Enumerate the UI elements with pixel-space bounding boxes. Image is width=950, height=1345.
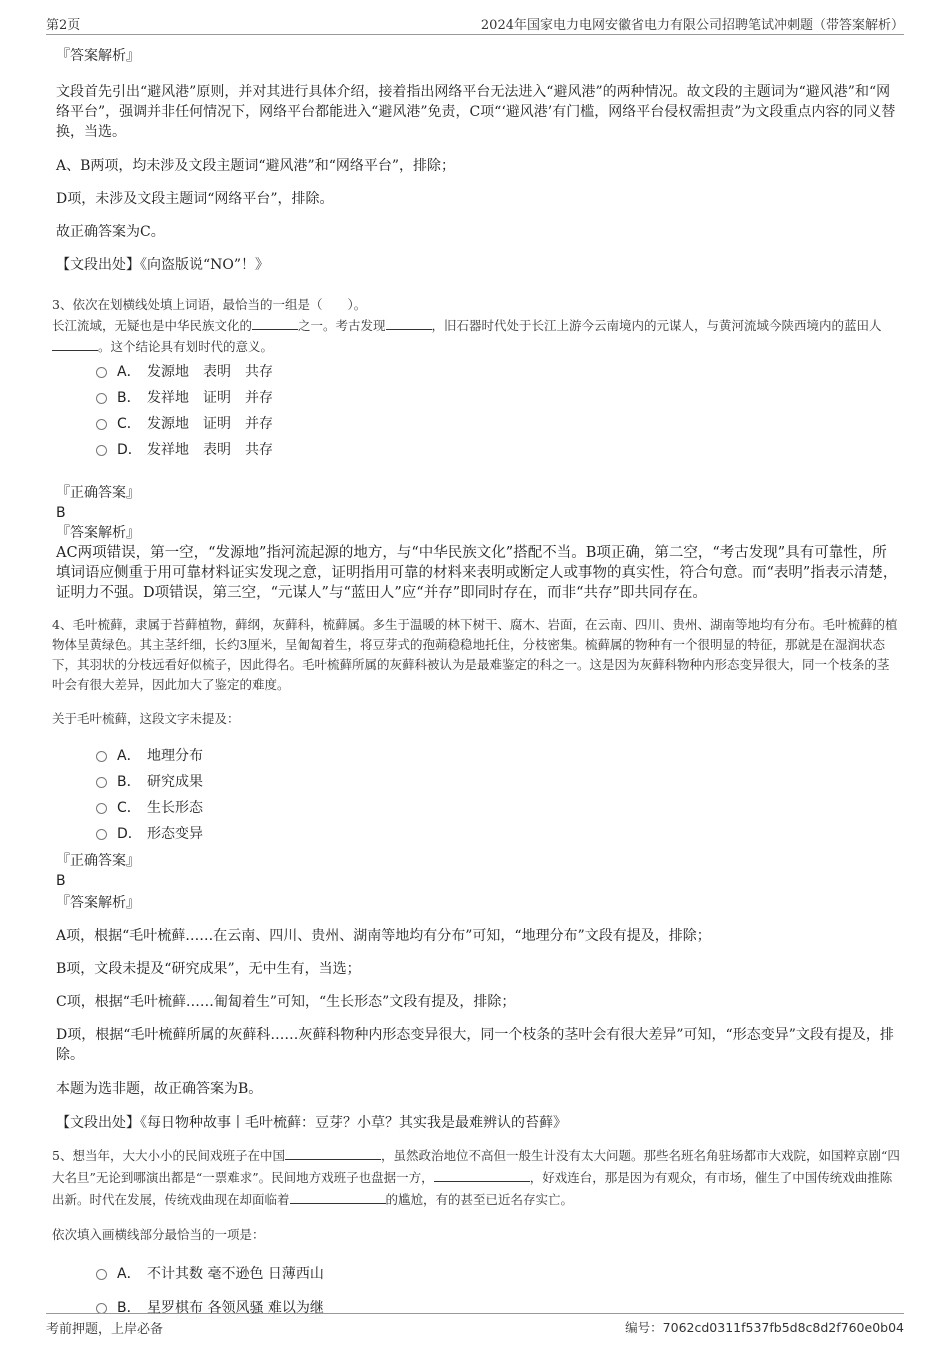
correct-answer: B xyxy=(56,505,66,521)
question-stem: 4、毛叶梳藓，隶属于苔藓植物，藓纲，灰藓科，梳藓属。多生于温暖的林下树干、腐木、岩面，在云南、四川、贵州、湖南等地均有分布。毛叶梳藓的植物体呈黄绿色。其主茎纤细，长约3厘米，呈匍匐着生，将豆芽式的孢蒴稳稳地托住，分枝密集。梳藓属的物种有一个很明显的特征，那就是在湿润状态下，其羽状的分枝远看好似梳子，因此得名。毛叶梳藓所属的灰藓科被认为是最难鉴定的科之一。这是因为灰藓科物种内形态变异很大，同一个枝条的茎叶会有很大差异，因此加大了鉴定的难度。 xyxy=(52,617,898,692)
question-stem: 3、依次在划横线处填上词语，最恰当的一组是（ ）。 xyxy=(52,297,367,312)
source-citation: 【文段出处】《向盗版说“NO”！》 xyxy=(56,257,270,273)
fill-blank xyxy=(52,336,98,351)
radio-icon[interactable] xyxy=(96,777,107,788)
option-a[interactable]: A． 发源地 表明 共存 xyxy=(96,359,900,385)
correct-answer: B xyxy=(56,873,66,889)
option-b[interactable]: B． 研究成果 xyxy=(96,769,900,795)
radio-icon[interactable] xyxy=(96,1303,107,1314)
fill-blank xyxy=(386,315,432,330)
option-b[interactable]: B． 星罗棋布 各领风骚 难以为继 xyxy=(96,1291,900,1325)
answer-label: 『正确答案』 xyxy=(56,853,140,869)
radio-icon[interactable] xyxy=(96,445,107,456)
analysis-paragraph: D项，未涉及文段主题词“网络平台”，排除。 xyxy=(56,191,334,207)
document-body xyxy=(52,44,900,1325)
radio-icon[interactable] xyxy=(96,751,107,762)
fill-blank xyxy=(252,315,298,330)
fill-blank xyxy=(285,1145,381,1160)
question-stem: 5、想当年，大大小小的民间戏班子在中国 ，虽然政治地位不高但一般生计没有太大问题。那些名班名角驻场都市大戏院，如国粹京剧“四大名旦”无论到哪演出都是“一票难求”。民间地方戏班子也盘据一方， ，好戏连台，那是因为有观众，有市场，催生了中国传统戏曲推陈出新。时代在发展，传统戏曲现在却面临着 的尴尬，有的甚至已近名存实亡。 xyxy=(52,1145,900,1211)
fill-blank xyxy=(434,1167,530,1182)
analysis-paragraph: 文段首先引出“避风港”原则，并对其进行具体介绍，接着指出网络平台无法进入“避风港”的两种情况。故文段的主题词为“避风港”和“网络平台”，强调并非任何情况下，网络平台都能进入“避风港”免责，C项“‘避风港’有门槛，网络平台侵权需担责”为文段重点内容的同义替换，当选。 xyxy=(56,84,896,140)
option-b[interactable]: B． 发祥地 证明 并存 xyxy=(96,385,900,411)
analysis-conclusion: 本题为选非题，故正确答案为B。 xyxy=(56,1081,263,1097)
option-a[interactable]: A． 地理分布 xyxy=(96,743,900,769)
option-d[interactable]: D． 发祥地 表明 共存 xyxy=(96,437,900,463)
answer-label: 『正确答案』 xyxy=(56,485,140,501)
analysis-paragraph: B项，文段未提及“研究成果”，无中生有，当选； xyxy=(56,961,361,977)
analysis-label: 『答案解析』 xyxy=(56,895,140,911)
option-c[interactable]: C． 生长形态 xyxy=(96,795,900,821)
question-prompt: 关于毛叶梳藓，这段文字未提及： xyxy=(52,711,240,726)
radio-icon[interactable] xyxy=(96,829,107,840)
analysis-label: 『答案解析』 xyxy=(56,48,140,64)
analysis-paragraph: AC两项错误，第一空，“发源地”指河流起源的地方，与“中华民族文化”搭配不当。B项正确，第二空，“考古发现”具有可靠性，所填词语应侧重于用可靠材料证实发现之意，证明指用可靠的材料来表明或断定人或事物的真实性，符合句意。而“表明”指表示清楚，证明力不强。D项错误，第三空，“元谋人”与“蓝田人”应“并存”即同时存在，而非“共存”即共同存在。 xyxy=(56,545,898,601)
page-number: 第2页 xyxy=(46,18,81,33)
radio-icon[interactable] xyxy=(96,393,107,404)
radio-icon[interactable] xyxy=(96,419,107,430)
document-code: 编号：7062cd0311f537fb5d8c8d2f760e0b04 xyxy=(625,1320,904,1335)
option-d[interactable]: D． 形态变异 xyxy=(96,821,900,847)
option-a[interactable]: A． 不计其数 毫不逊色 日薄西山 xyxy=(96,1257,900,1291)
analysis-paragraph: A、B两项，均未涉及文段主题词“避风港”和“网络平台”，排除； xyxy=(56,158,456,174)
document-title: 2024年国家电力电网安徽省电力有限公司招聘笔试冲刺题（带答案解析） xyxy=(480,18,904,33)
radio-icon[interactable] xyxy=(96,803,107,814)
analysis-paragraph: D项，根据“毛叶梳藓所属的灰藓科……灰藓科物种内形态变异很大，同一个枝条的茎叶会有很大差异”可知，“形态变异”文段有提及，排除。 xyxy=(56,1027,894,1063)
question-passage: 长江流域，无疑也是中华民族文化的 之一。考古发现 ，旧石器时代处于长江上游今云南境内的元谋人，与黄河流域今陕西境内的蓝田人。这个结论具有划时代的意义。 xyxy=(52,315,900,357)
radio-icon[interactable] xyxy=(96,1269,107,1280)
page-header xyxy=(46,14,904,35)
analysis-paragraph: A项，根据“毛叶梳藓……在云南、四川、贵州、湖南等地均有分布”可知，“地理分布”文段有提及，排除； xyxy=(56,928,711,944)
analysis-conclusion: 故正确答案为C。 xyxy=(56,224,165,240)
source-citation: 【文段出处】《每日物种故事丨毛叶梳藓：豆芽？小草？其实我是最难辨认的苔藓》 xyxy=(56,1115,567,1131)
footer-slogan: 考前押题，上岸必备 xyxy=(46,1322,164,1337)
radio-icon[interactable] xyxy=(96,367,107,378)
page-footer xyxy=(46,1313,904,1337)
question-prompt: 依次填入画横线部分最恰当的一项是： xyxy=(52,1227,265,1242)
option-c[interactable]: C． 发源地 证明 并存 xyxy=(96,411,900,437)
fill-blank xyxy=(290,1189,386,1204)
analysis-paragraph: C项，根据“毛叶梳藓……匍匐着生”可知，“生长形态”文段有提及，排除； xyxy=(56,994,516,1010)
analysis-label: 『答案解析』 xyxy=(56,525,140,541)
